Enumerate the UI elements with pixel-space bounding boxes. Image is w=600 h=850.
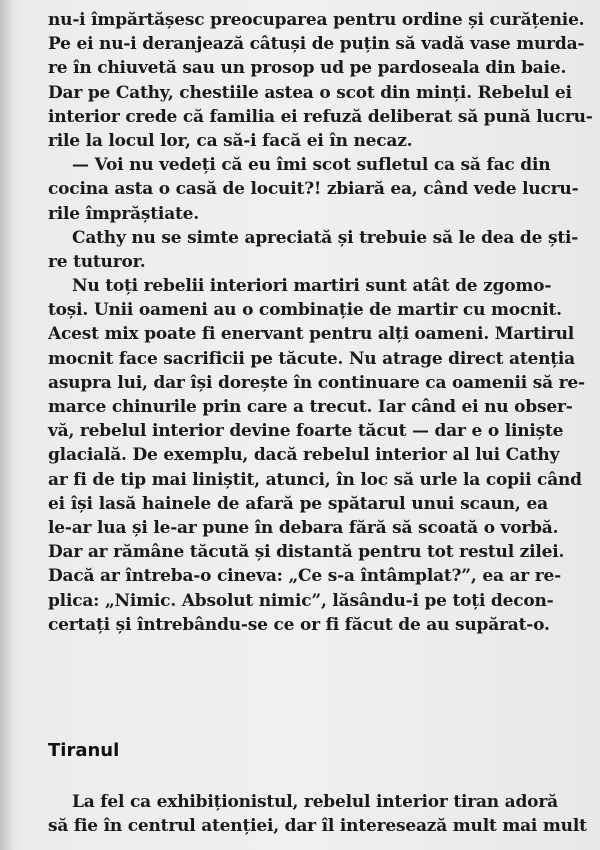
paragraph-4 [48, 274, 585, 637]
text-line: rile la locul lor, ca să-i facă ei în necaz. [48, 130, 413, 151]
text-line: asupra lui, dar își dorește în continuare ca oamenii să re- [48, 372, 585, 393]
text-line: cocina asta o casă de locuit?! zbiară ea, când vede lucru- [48, 179, 579, 200]
text-line: re tuturor. [48, 251, 146, 272]
text-line: Nu toți rebelii interiori martiri sunt atât de zgomo- [72, 276, 552, 297]
text-line: Cathy nu se simte apreciată și trebuie să le dea de ști- [72, 227, 579, 248]
text-line: Acest mix poate fi enervant pentru alți oameni. Martirul [48, 324, 575, 345]
text-line: Dar pe Cathy, chestiile astea o scot din minți. Rebelul ei [48, 82, 572, 103]
section-text [48, 790, 587, 838]
text-line: Dacă ar întreba-o cineva: „Ce s-a întâmplat?”, ea ar re- [48, 566, 561, 587]
paragraph-2 [48, 153, 579, 226]
text-line: toși. Unii oameni au o combinație de martir cu mocnit. [48, 300, 562, 321]
text-line: marce chinurile prin care a trecut. Iar când ei nu obser- [48, 397, 573, 417]
text-line: — Voi nu vedeți că eu îmi scot sufletul ca să fac din [72, 155, 551, 176]
text-line: interior crede că familia ei refuză deliberat să pună lucru- [48, 106, 593, 127]
section-heading: Tiranul [48, 740, 120, 761]
text-line: La fel ca exhibiționistul, rebelul interior tiran adoră [72, 792, 558, 812]
text-line: să fie în centrul atenției, dar îl interesează mult mai mult [48, 816, 587, 837]
text-line: nu-i împărtășesc preocuparea pentru ordine și curățenie. [48, 10, 585, 30]
paragraph-3 [48, 226, 579, 274]
text-line: ar fi de tip mai liniștit, atunci, în loc să urle la copii când [48, 469, 582, 490]
text-line: mocnit face sacrificii pe tăcute. Nu atrage direct atenția [48, 348, 575, 369]
text-line: Pe ei nu-i deranjează câtuși de puțin să vadă vase murda- [48, 34, 585, 55]
text-line: rile împrăștiate. [48, 203, 199, 224]
text-line: plica: „Nimic. Absolut nimic”, lăsându-i pe toți decon- [48, 590, 554, 611]
body-text [48, 8, 593, 637]
page-edge-shadow [0, 0, 14, 850]
text-line: re în chiuvetă sau un prosop ud pe pardoseala din baie. [48, 58, 567, 79]
text-line: le-ar lua și le-ar pune în debara fără să scoată o vorbă. [48, 517, 559, 538]
paragraph-1 [48, 8, 593, 153]
text-line: Dar ar rămâne tăcută și distantă pentru tot restul zilei. [48, 542, 565, 563]
text-line: vă, rebelul interior devine foarte tăcut — dar e o liniște [48, 421, 564, 442]
text-line: certați și întrebându-se ce or fi făcut de au supărat-o. [48, 614, 550, 635]
text-line: ei își lasă hainele de afară pe spătarul unui scaun, ea [48, 493, 548, 514]
text-line: glacială. De exemplu, dacă rebelul interior al lui Cathy [48, 445, 560, 466]
